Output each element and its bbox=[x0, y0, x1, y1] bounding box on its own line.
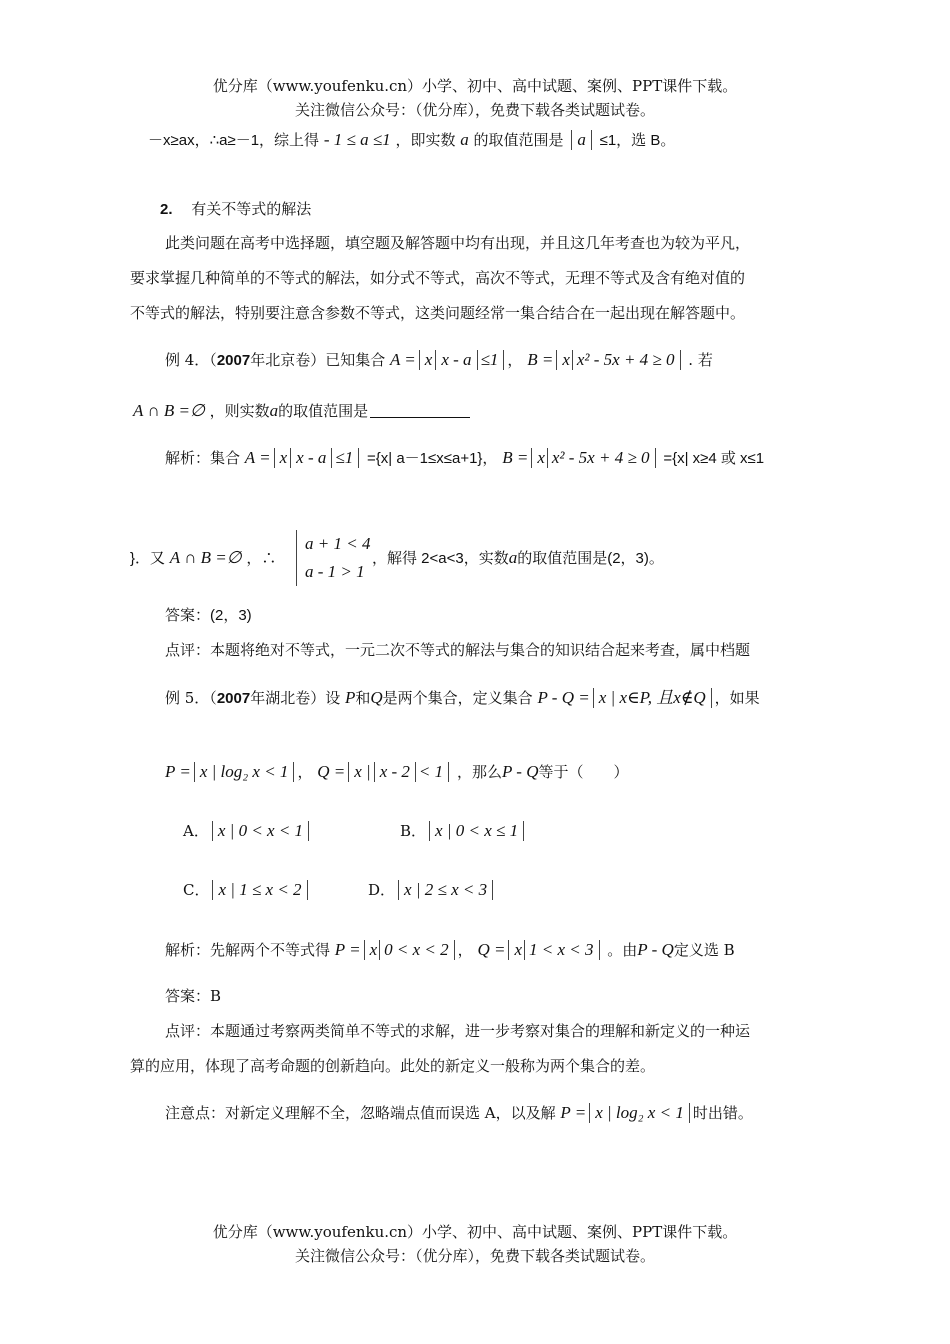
ex5-PQ: P - Q bbox=[501, 762, 539, 781]
ex5-Qdef: Q = bbox=[317, 762, 346, 781]
ex4-cont-end: 的取值范围是(2，3)。 bbox=[517, 550, 664, 567]
ex4-solution-cont-lead bbox=[130, 548, 276, 569]
ex5-defset: x | x∈P, 且x∉Q bbox=[593, 688, 712, 708]
ex5-sol-Pset: x 0 < x < 2 bbox=[364, 940, 455, 960]
ex4-year: 2007 bbox=[216, 352, 251, 369]
ex4-inequality-system bbox=[296, 530, 370, 586]
top-prefix: －x≥ax，∴a≥－1，综上得 bbox=[148, 132, 320, 149]
ex5-then: ，那么 bbox=[456, 763, 502, 781]
ex4-sol-B-eq: ={x| x≥4 或 x≤1 bbox=[663, 450, 765, 467]
ex5-Pset: x | log₂ x < 1 bbox=[194, 762, 295, 782]
ex5-sol-Qset: x 1 < x < 3 bbox=[508, 940, 599, 960]
option-B-set: x | 0 < x ≤ 1 bbox=[429, 821, 524, 841]
ex4-line2-expr: A ∩ B =∅ bbox=[133, 401, 205, 420]
option-D-label: D． bbox=[368, 881, 396, 899]
ex5-sol-mid: 。由 bbox=[607, 941, 638, 959]
section-heading bbox=[160, 199, 311, 220]
section-number: 2. bbox=[160, 201, 173, 218]
top-absval: a bbox=[571, 130, 592, 150]
ex4-tail: . 若 bbox=[688, 351, 713, 369]
ex4-question-line2 bbox=[133, 401, 470, 421]
ex4-line2-var: a bbox=[269, 401, 279, 420]
ex4-setA: x x - a ≤1 bbox=[419, 350, 505, 370]
option-C-label: C． bbox=[183, 881, 210, 899]
ex4-sol-A: A = bbox=[244, 448, 271, 467]
ex4-sol-A-eq: ={x| a－1≤x≤a+1}， bbox=[367, 450, 498, 467]
top-range: - 1 ≤ a ≤1 bbox=[323, 130, 391, 149]
ex4-line2-text: ，则实数 bbox=[209, 402, 270, 420]
ex5-defexpr: P - Q = bbox=[537, 688, 590, 707]
ex4-setB: x x² - 5x + 4 ≥ 0 bbox=[556, 350, 680, 370]
ex5-sol-Q: Q = bbox=[477, 940, 506, 959]
ex5-note-lead: 注意点：对新定义理解不全，忽略端点值而误选 A，以及解 bbox=[165, 1104, 556, 1122]
ex4-sol-setA: x x - a ≤1 bbox=[274, 448, 360, 468]
ex5-answer: 答案：B bbox=[165, 987, 222, 1005]
ex5-definitions: P = x | log₂ x < 1 ， Q = x | x - 2 < 1 ，那么P - Q等于（ ） bbox=[165, 762, 629, 781]
option-D-set: x | 2 ≤ x < 3 bbox=[398, 880, 493, 900]
ex4-sys-line-2: a - 1 > 1 bbox=[305, 562, 365, 581]
ex4-answer: 答案：(2，3) bbox=[165, 607, 252, 624]
ex5-sol-P: P = bbox=[334, 940, 361, 959]
ex5-comment-1: 点评：本题通过考察两类简单不等式的求解，进一步考察对集合的理解和新定义的一种运 bbox=[165, 1022, 751, 1040]
option-C-set: x | 1 ≤ x < 2 bbox=[212, 880, 307, 900]
header-line-1: 优分库（www.youfenku.cn）小学、初中、高中试题、案例、PPT课件下载。 bbox=[212, 77, 738, 95]
ex4-sys-line-1: a + 1 < 4 bbox=[305, 534, 371, 553]
ex5-note-P: P = bbox=[560, 1103, 587, 1122]
ex4-sol-lead: 解析：集合 bbox=[165, 449, 241, 467]
option-A-set: x | 0 < x < 1 bbox=[212, 821, 309, 841]
section-title: 有关不等式的解法 bbox=[191, 200, 312, 218]
ex5-Q: Q bbox=[370, 688, 383, 707]
ex4-question: 例 4．（2007年北京卷）已知集合 A = x x - a ≤1 ， B = x x² - 5x + 4 ≥ 0 . 若 bbox=[165, 350, 713, 369]
intro-line-1: 此类问题在高考中选择题，填空题及解答题中均有出现，并且这几年考查也为较为平凡， bbox=[165, 234, 751, 252]
ex5-sol-PQ: P - Q bbox=[637, 940, 674, 959]
footer-line-2: 关注微信公众号：（优分库），免费下载各类试题试卷。 bbox=[294, 1247, 655, 1265]
top-mid: ，即实数 bbox=[395, 131, 456, 149]
ex5-note-set: x | log₂ x < 1 bbox=[589, 1103, 690, 1123]
ex5-and: 和 bbox=[355, 689, 371, 707]
ex5-question bbox=[165, 688, 760, 709]
footer-line-1: 优分库（www.youfenku.cn）小学、初中、高中试题、案例、PPT课件下载。 bbox=[212, 1223, 738, 1241]
ex5-note bbox=[165, 1103, 753, 1123]
top-mid2: 的取值范围是 bbox=[473, 131, 564, 149]
ex5-lead: 例 5．（ bbox=[165, 689, 217, 707]
ex5-P: P bbox=[344, 688, 356, 707]
ex5-year: 2007 bbox=[216, 690, 251, 707]
ex5-comment-2: 算的应用，体现了高考命题的创新趋向。此处的新定义一般称为两个集合的差。 bbox=[130, 1057, 656, 1075]
answer-blank bbox=[370, 401, 470, 418]
ex4-setB-lhs: B = bbox=[527, 350, 554, 369]
ex5-eq: 等于（ ） bbox=[538, 763, 629, 781]
ex5-sol-lead: 解析：先解两个不等式得 bbox=[165, 941, 331, 959]
ex4-cont-lead: }．又 bbox=[130, 550, 166, 567]
continuation-line bbox=[148, 130, 675, 151]
option-C[interactable] bbox=[183, 880, 311, 900]
ex4-cont-mid: ，∴ bbox=[246, 549, 277, 567]
ex5-def: 是两个集合，定义集合 bbox=[382, 689, 533, 707]
ex4-cont-tail: ，解得 2<a<3，实数 bbox=[372, 550, 509, 567]
top-suffix: ≤1，选 B。 bbox=[599, 132, 676, 149]
ex5-Qset: x | x - 2 < 1 bbox=[348, 762, 449, 782]
ex5-solution: 解析：先解两个不等式得 P = x 0 < x < 2 ， Q = x 1 < x < 3 。由P - Q定义选 B bbox=[165, 940, 735, 959]
ex5-sol-tail: 定义选 B bbox=[673, 941, 735, 959]
ex5-Pdef: P = bbox=[165, 762, 191, 781]
ex4-sol-setB: x x² - 5x + 4 ≥ 0 bbox=[531, 448, 655, 468]
ex5-note-tail: 时出错。 bbox=[692, 1104, 753, 1122]
option-A-label: A． bbox=[183, 822, 209, 840]
intro-line-3: 不等式的解法，特别要注意含参数不等式，这类问题经常一集合结合在一起出现在解答题中。 bbox=[130, 304, 746, 322]
ex4-cont-expr: A ∩ B =∅ bbox=[169, 548, 242, 567]
ex4-solution bbox=[165, 448, 764, 469]
ex4-lead: 例 4．（ bbox=[165, 351, 217, 369]
option-B-label: B． bbox=[400, 822, 427, 840]
ex4-sol-B: B = bbox=[502, 448, 529, 467]
ex5-if: ，如果 bbox=[714, 689, 760, 707]
option-A[interactable] bbox=[183, 821, 312, 841]
ex4-cont-var: a bbox=[508, 548, 518, 567]
header-line-2: 关注微信公众号：（优分库），免费下载各类试题试卷。 bbox=[294, 101, 655, 119]
ex5-source: 年湖北卷）设 bbox=[250, 689, 341, 707]
ex4-setA-lhs: A = bbox=[389, 350, 416, 369]
option-D[interactable] bbox=[368, 880, 496, 900]
intro-line-2: 要求掌握几种简单的不等式的解法，如分式不等式，高次不等式，无理不等式及含有绝对值的 bbox=[130, 269, 746, 287]
ex4-source: 年北京卷）已知集合 bbox=[250, 351, 386, 369]
ex4-solution-cont-tail bbox=[372, 548, 664, 569]
option-B[interactable] bbox=[400, 821, 527, 841]
ex4-comment: 点评：本题将绝对不等式，一元二次不等式的解法与集合的知识结合起来考查，属中档题 bbox=[165, 641, 751, 659]
ex4-line2-tail: 的取值范围是 bbox=[278, 402, 369, 420]
top-var: a bbox=[460, 130, 469, 149]
